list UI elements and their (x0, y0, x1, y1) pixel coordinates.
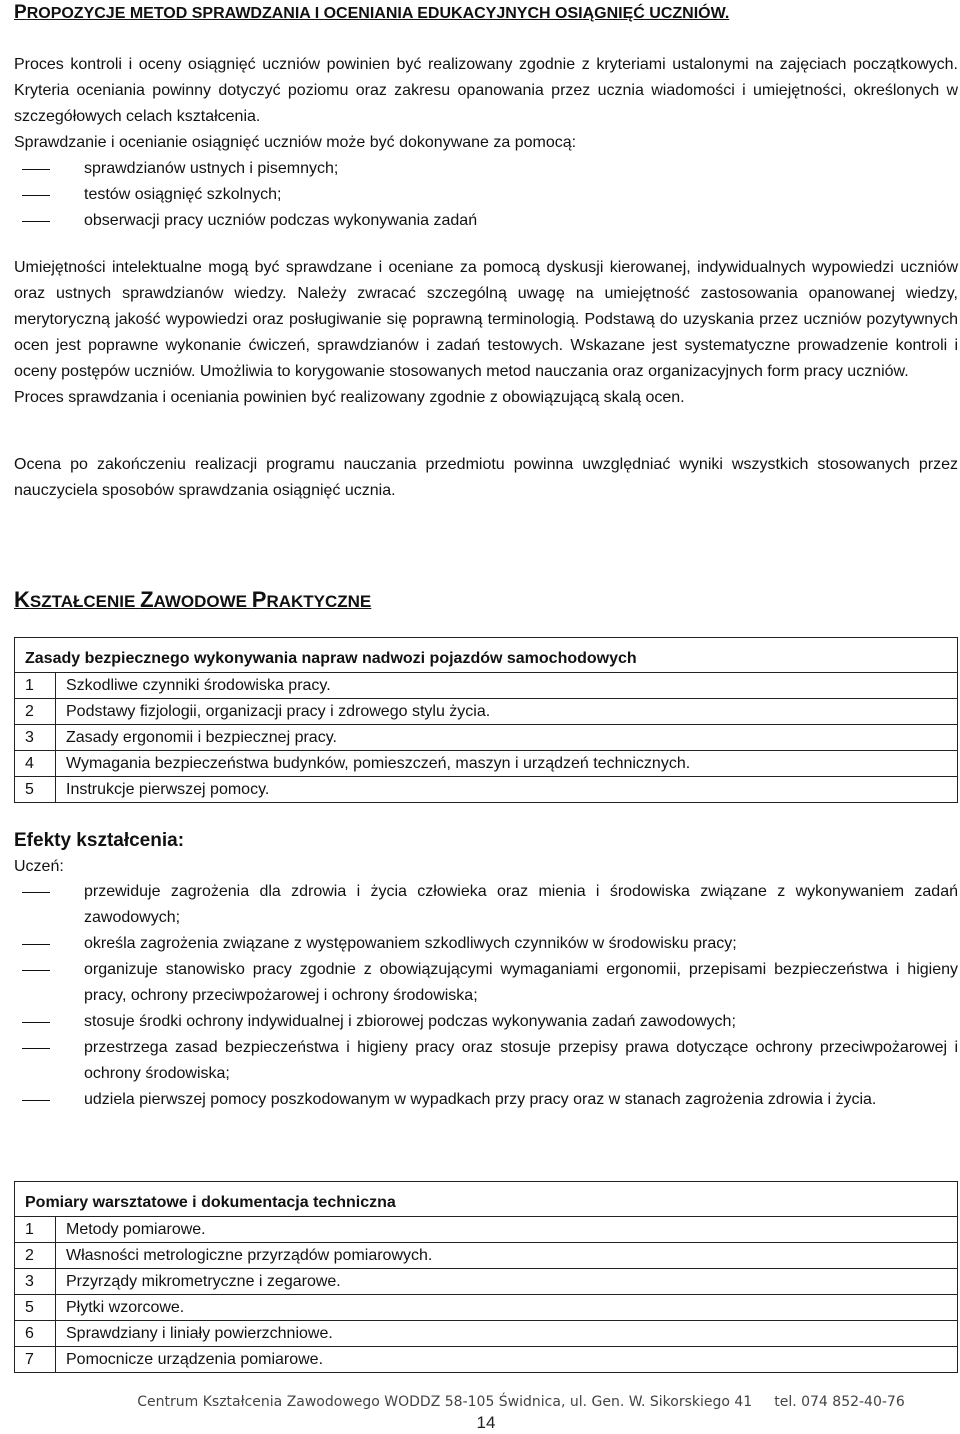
paragraph: Proces sprawdzania i oceniania powinien być realizowany zgodnie z obowiązującą skalą ocen. (14, 389, 685, 406)
table-title: Zasady bezpiecznego wykonywania napraw nadwozi pojazdów samochodowych (15, 638, 958, 673)
list-item: udziela pierwszej pomocy poszkodowanym w wypadkach przy pracy oraz w stanach zagrożenia zdrowia i życia. (14, 1087, 958, 1113)
list-item: sprawdzianów ustnych i pisemnych; (14, 156, 958, 182)
student-label: Uczeń: (14, 858, 64, 875)
list-item: przestrzega zasad bezpieczeństwa i higieny pracy oraz stosuje przepisy prawa dotyczące ochrony przeciwpożarowej i ochrony środowiska; (14, 1035, 958, 1087)
section-heading-assessment: PROPOZYCJE METOD SPRAWDZANIA I OCENIANIA EDUKACYJNYCH OSIĄGNIĘĆ UCZNIÓW. (14, 2, 730, 23)
table-row: 5 Instrukcje pierwszej pomocy. (15, 777, 958, 803)
list-item: organizuje stanowisko pracy zgodnie z obowiązującymi wymaganiami ergonomii, przepisami bezpieczeństwa i higieny pracy, ochrony przeciwpożarowej i ochrony środowiska; (14, 957, 958, 1009)
list-item: przewiduje zagrożenia dla zdrowia i życia człowieka oraz mienia i środowiska związane z wykonywaniem zadań zawodowych; (14, 879, 958, 931)
table-row: 1 Szkodliwe czynniki środowiska pracy. (15, 673, 958, 699)
section-heading-vocational-practice: KSZTAŁCENIE ZAWODOWE PRAKTYCZNE (14, 587, 372, 612)
methods-list (14, 156, 958, 234)
list-item: obserwacji pracy uczniów podczas wykonywania zadań (14, 208, 958, 234)
paragraph: Ocena po zakończeniu realizacji programu nauczania przedmiotu powinna uwzględniać wyniki wszystkich stosowanych przez nauczyciela sposobów sprawdzania osiągnięć ucznia. (14, 456, 958, 499)
effects-heading: Efekty kształcenia: (14, 830, 185, 851)
table-title: Pomiary warsztatowe i dokumentacja techniczna (15, 1182, 958, 1217)
assessment-final-grade (14, 452, 958, 504)
list-item: określa zagrożenia związane z występowaniem szkodliwych czynników w środowisku pracy; (14, 931, 958, 957)
table-row: 5 Płytki wzorcowe. (15, 1295, 958, 1321)
table-row: 3 Zasady ergonomii i bezpiecznej pracy. (15, 725, 958, 751)
effects-list (14, 879, 958, 1113)
table-row: 4 Wymagania bezpieczeństwa budynków, pomieszczeń, maszyn i urządzeń technicznych. (15, 751, 958, 777)
module-table-safety (14, 637, 958, 803)
page-number: 14 (476, 1413, 496, 1432)
table-row: 1 Metody pomiarowe. (15, 1217, 958, 1243)
document-page (14, 0, 958, 1434)
assessment-intro (14, 52, 958, 234)
module-table-measurements (14, 1181, 958, 1373)
table-header-row (15, 1182, 958, 1217)
paragraph: Proces kontroli i oceny osiągnięć uczniów powinien być realizowany zgodnie z kryteriami ustalonymi na zajęciach początkowych. Kryteria oceniania powinny dotyczyć poziomu oraz zakresu opanowania przez ucznia wiadomości i umiejętności, określonych w szczegółowych celach kształcenia. (14, 56, 958, 125)
page-footer (14, 1392, 958, 1412)
paragraph: Umiejętności intelektualne mogą być sprawdzane i oceniane za pomocą dyskusji kierowanej, indywidualnych wypowiedzi uczniów oraz ustnych sprawdzianów wiedzy. Należy zwracać szczególną uwagę na umiejętność zastosowania opanowanej wiedzy, merytoryczną jakość wypowiedzi oraz posługiwanie się poprawną terminologią. Podstawą do uzyskania przez uczniów pozytywnych ocen jest poprawne wykonanie ćwiczeń, sprawdzianów i zadań testowych. Wskazane jest systematyczne prowadzenie kontroli i oceny postępów uczniów. Umożliwia to korygowanie stosowanych metod nauczania oraz organizacyjnych form pracy uczniów. (14, 259, 958, 380)
table-header-row (15, 638, 958, 673)
table-row: 7 Pomocnicze urządzenia pomiarowe. (15, 1347, 958, 1373)
table-row: 2 Własności metrologiczne przyrządów pomiarowych. (15, 1243, 958, 1269)
footer-phone: tel. 074 852-40-76 (774, 1394, 905, 1410)
table-row: 6 Sprawdziany i liniały powierzchniowe. (15, 1321, 958, 1347)
list-item: stosuje środki ochrony indywidualnej i zbiorowej podczas wykonywania zadań zawodowych; (14, 1009, 958, 1035)
table-row: 2 Podstawy fizjologii, organizacji pracy i zdrowego stylu życia. (15, 699, 958, 725)
assessment-details (14, 255, 958, 411)
paragraph: Sprawdzanie i ocenianie osiągnięć uczniów może być dokonywane za pomocą: (14, 134, 577, 151)
table-row: 3 Przyrządy mikrometryczne i zegarowe. (15, 1269, 958, 1295)
list-item: testów osiągnięć szkolnych; (14, 182, 958, 208)
footer-address: Centrum Kształcenia Zawodowego WODDZ 58-105 Świdnica, ul. Gen. W. Sikorskiego 41 (137, 1394, 753, 1410)
